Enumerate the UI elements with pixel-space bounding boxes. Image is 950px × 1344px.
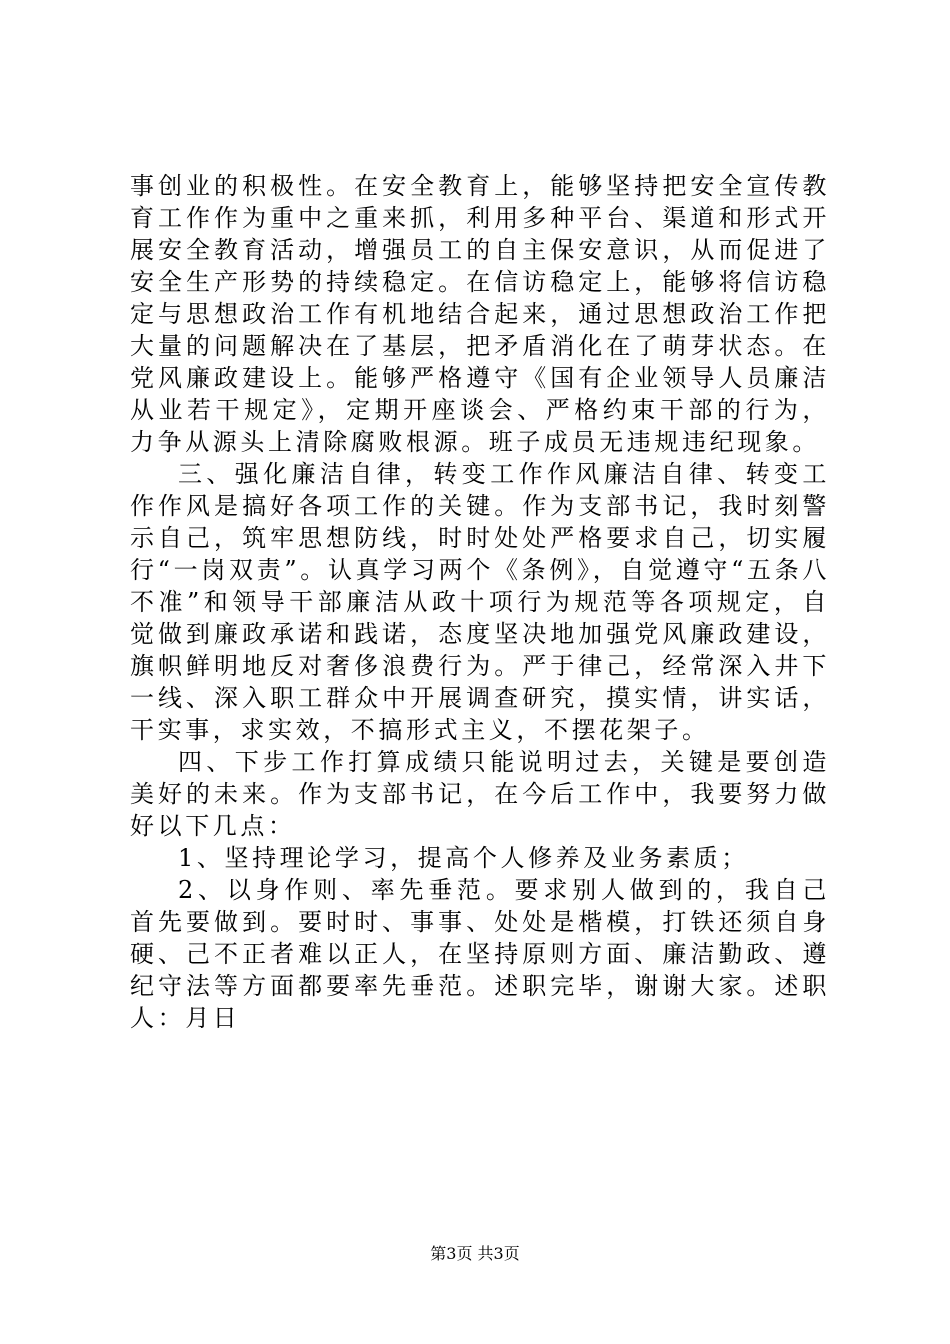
list-item-1: 1、坚持理论学习，提高个人修养及业务素质；	[178, 844, 749, 872]
paragraph-continuation: 事创业的积极性。在安全教育上，能够坚持把安全宣传教育工作作为重中之重来抓，利用多种平台、渠道和形式开展安全教育活动，增强员工的自主保安意识，从而促进了安全生产形势的持续稳定。在信访稳定上，能够将信访稳定与思想政治工作有机地结合起来，通过思想政治工作把大量的问题解决在了基层，把矛盾消化在了萌芽状态。在党风廉政建设上。能够严格遵守《国有企业领导人员廉洁从业若干规定》，定期开座谈会、严格约束干部的行为，力争从源头上清除腐败根源。班子成员无违规违纪现象。	[130, 172, 830, 456]
page-number-footer: 第3页 共3页	[430, 1244, 520, 1263]
paragraph-section-four: 四、下步工作打算成绩只能说明过去，关键是要创造美好的未来。作为支部书记，在今后工作中，我要努力做好以下几点：	[130, 748, 830, 840]
document-body	[130, 170, 830, 1034]
list-item-2: 2、以身作则、率先垂范。要求别人做到的，我自己首先要做到。要时时、事事、处处是楷模，打铁还须自身硬、己不正者难以正人，在坚持原则方面、廉洁勤政、遵纪守法等方面都要率先垂范。述职完毕，谢谢大家。述职人：月日	[130, 876, 830, 1032]
paragraph-section-three: 三、强化廉洁自律，转变工作作风廉洁自律、转变工作作风是搞好各项工作的关键。作为支部书记，我时刻警示自己，筑牢思想防线，时时处处严格要求自己，切实履行“一岗双责”。认真学习两个《条例》，自觉遵守“五条八不准”和领导干部廉洁从政十项行为规范等各项规定，自觉做到廉政承诺和践诺，态度坚决地加强党风廉政建设，旗帜鲜明地反对奢侈浪费行为。严于律己，经常深入井下一线、深入职工群众中开展调查研究，摸实情，讲实话，干实事，求实效，不搞形式主义，不摆花架子。	[130, 460, 830, 744]
